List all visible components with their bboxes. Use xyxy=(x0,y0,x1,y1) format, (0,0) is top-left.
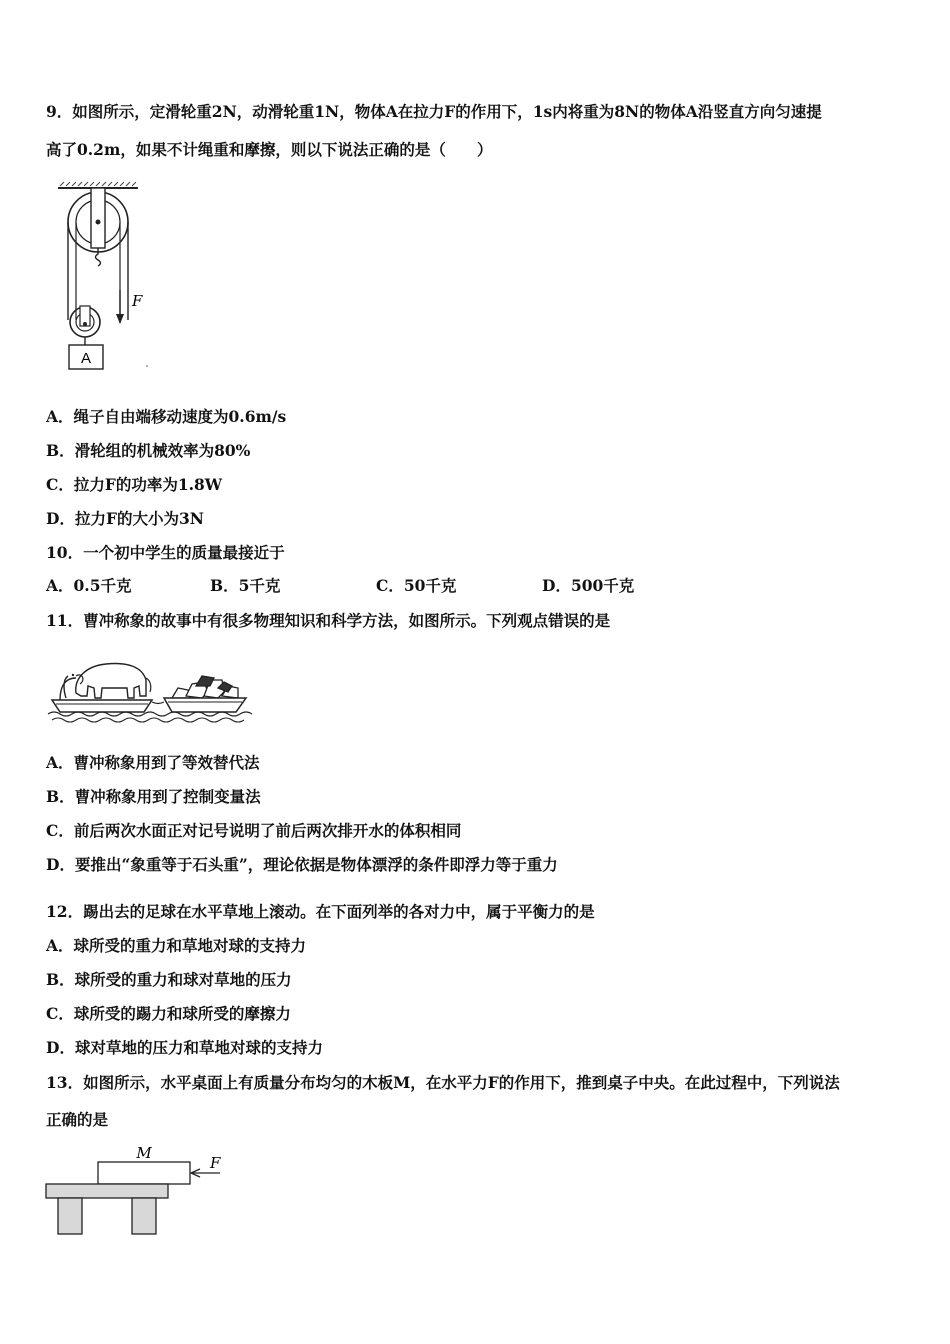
force-label: F xyxy=(132,292,143,310)
q13-stem-line2: 正确的是 xyxy=(46,1110,109,1129)
q9-option-c: C．拉力F的功率为1.8W xyxy=(46,475,223,494)
q13-stem-line1: 13．如图所示，水平桌面上有质量分布均匀的木板M，在水平力F的作用下，推到桌子中央。在此过程中，下列说法 xyxy=(46,1073,840,1092)
q9-option-d: D．拉力F的大小为3N xyxy=(46,509,204,528)
q10-option-c: C．50千克 xyxy=(376,576,457,595)
force-label: F xyxy=(210,1154,221,1172)
board-label: M xyxy=(136,1144,152,1162)
table-board-figure xyxy=(44,1142,224,1238)
boat-left xyxy=(52,700,152,712)
q9-stem-line2: 高了0.2m，如果不计绳重和摩擦，则以下说法正确的是（ ） xyxy=(46,140,493,159)
boat-right xyxy=(164,698,246,712)
table-leg-right xyxy=(132,1198,156,1234)
q10-option-d: D．500千克 xyxy=(542,576,635,595)
q10-option-a: A．0.5千克 xyxy=(46,576,132,595)
table-leg-left xyxy=(58,1198,82,1234)
board-m xyxy=(98,1162,190,1184)
q11-option-a: A．曹冲称象用到了等效替代法 xyxy=(46,753,260,772)
q12-option-a: A．球所受的重力和草地对球的支持力 xyxy=(46,936,307,955)
q11-option-b: B．曹冲称象用到了控制变量法 xyxy=(46,787,261,806)
q9-option-b: B．滑轮组的机械效率为80% xyxy=(46,441,251,460)
q11-stem: 11．曹冲称象的故事中有很多物理知识和科学方法，如图所示。下列观点错误的是 xyxy=(46,611,611,630)
q12-option-c: C．球所受的踢力和球所受的摩擦力 xyxy=(46,1004,291,1023)
q9-option-a: A．绳子自由端移动速度为0.6m/s xyxy=(46,407,287,426)
pulley-figure xyxy=(50,178,160,374)
table-top xyxy=(46,1184,168,1198)
force-arrow xyxy=(116,314,124,324)
q9-stem-line1: 9．如图所示，定滑轮重2N，动滑轮重1N，物体A在拉力F的作用下，1s内将重为8N的物体A沿竖直方向匀速提 xyxy=(46,102,822,121)
q12-option-b: B．球所受的重力和球对草地的压力 xyxy=(46,970,292,989)
block-a-label: A xyxy=(80,350,92,367)
q10-option-b: B．5千克 xyxy=(210,576,281,595)
q12-option-d: D．球对草地的压力和草地对球的支持力 xyxy=(46,1038,323,1057)
q11-option-c: C．前后两次水面正对记号说明了前后两次排开水的体积相同 xyxy=(46,821,462,840)
q10-options xyxy=(46,576,746,598)
elephant-body xyxy=(76,664,146,698)
elephant-boat-figure xyxy=(46,648,256,728)
q10-stem: 10．一个初中学生的质量最接近于 xyxy=(46,543,285,562)
q11-option-d: D．要推出“象重等于石头重”，理论依据是物体漂浮的条件即浮力等于重力 xyxy=(46,855,558,874)
q12-stem: 12．踢出去的足球在水平草地上滚动。在下面列举的各对力中，属于平衡力的是 xyxy=(46,902,595,921)
